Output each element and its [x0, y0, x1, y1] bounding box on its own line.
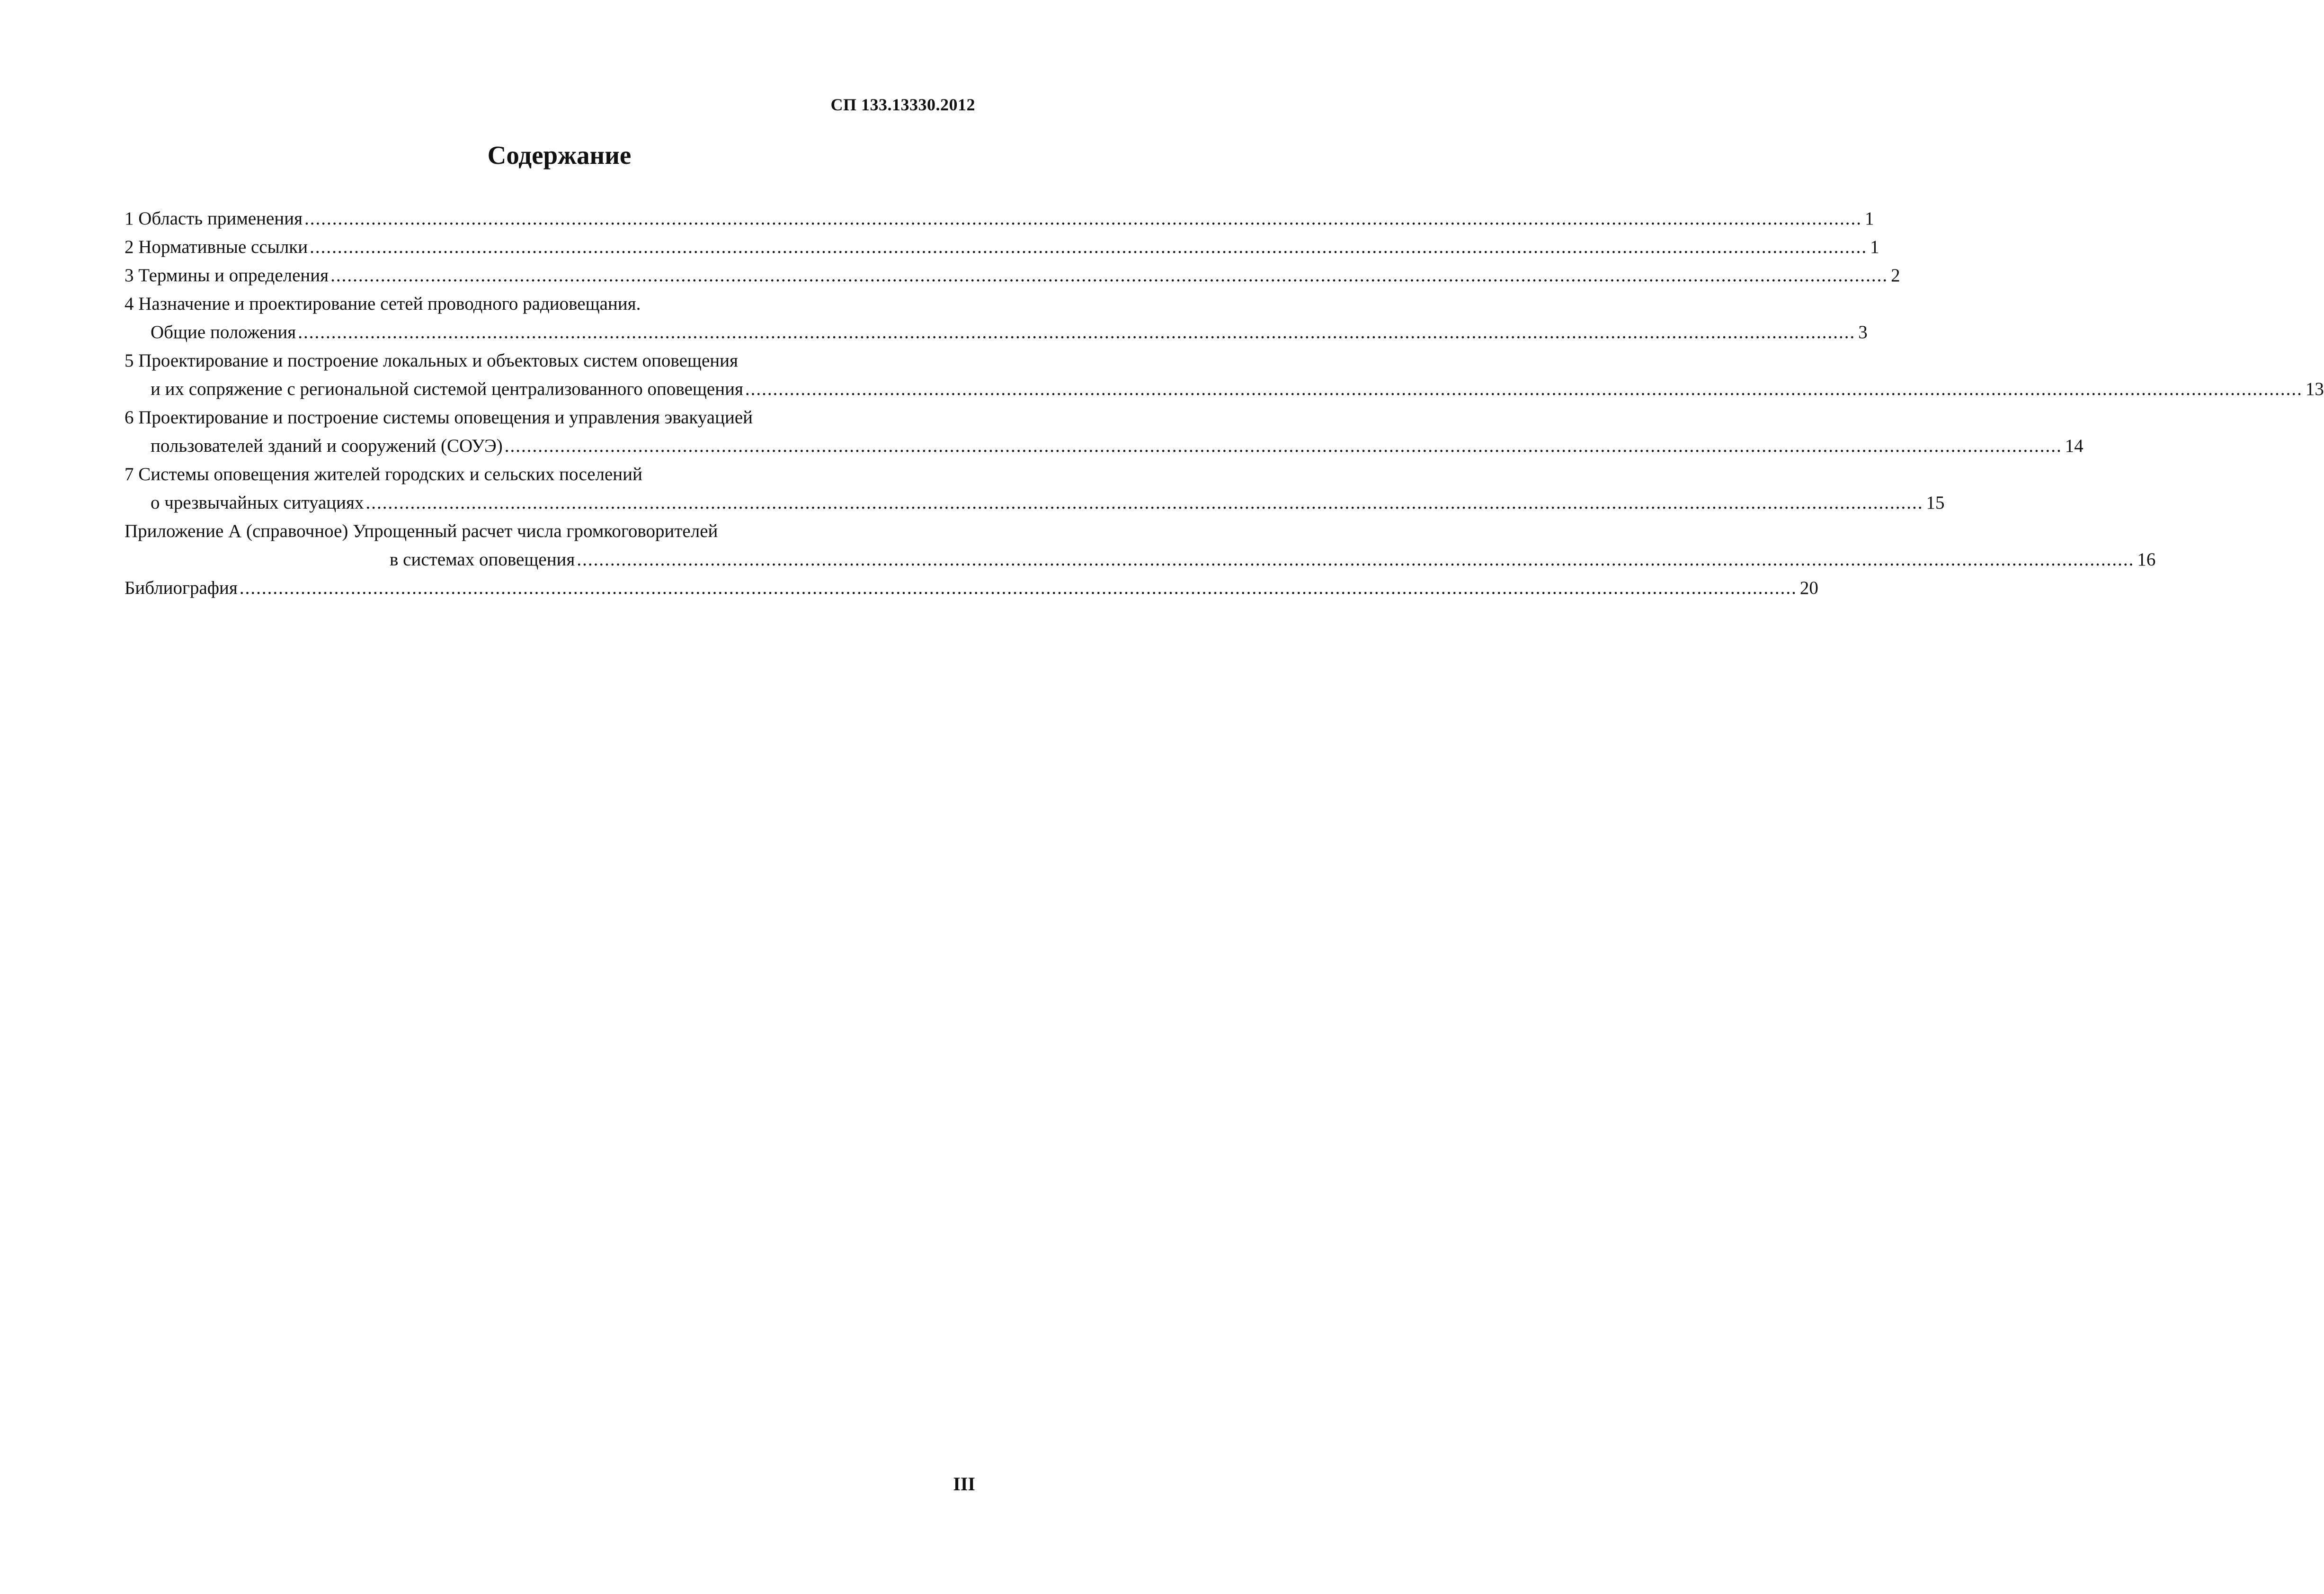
toc-entry-page: 13	[2305, 379, 2324, 399]
toc-leader-dots: ........................................................................................................................................................................................................................................................................................	[577, 549, 2135, 570]
toc-line	[125, 546, 2156, 574]
toc-entry[interactable]	[125, 347, 2324, 403]
toc-entry-page: 2	[1891, 265, 1900, 286]
toc-line	[125, 375, 2324, 403]
toc-entry-page: 1	[1865, 208, 1874, 229]
toc-entry-text: 1 Область применения	[125, 208, 303, 229]
toc-entry-page: 3	[1858, 322, 1868, 342]
toc-line	[125, 318, 1868, 347]
toc-line	[125, 432, 2084, 460]
toc-entry-page: 16	[2137, 549, 2156, 570]
toc-entry[interactable]	[125, 403, 2084, 460]
toc-line: 7 Системы оповещения жителей городских и сельских поселений	[125, 464, 642, 484]
toc-entry-text: Общие положения	[151, 322, 296, 342]
toc-entry-appendix[interactable]	[125, 517, 2156, 574]
toc-entry-page: 14	[2065, 436, 2084, 456]
toc-leader-dots: ........................................................................................................................................................................................................................................................................................	[745, 379, 2303, 399]
toc-entry[interactable]	[125, 290, 1868, 347]
toc-line: 4 Назначение и проектирование сетей проводного радиовещания.	[125, 294, 641, 314]
toc-entry-text: 2 Нормативные ссылки	[125, 237, 308, 257]
toc-line	[125, 489, 1945, 517]
toc-line	[125, 574, 1818, 602]
toc-title: Содержание	[487, 141, 632, 170]
toc-leader-dots: ........................................................................................................................................................................................................................................................................................	[365, 493, 1923, 513]
toc-entry[interactable]	[125, 233, 1879, 261]
toc-entry-page: 20	[1799, 578, 1818, 598]
toc-leader-dots: ........................................................................................................................................................................................................................................................................................	[504, 436, 2062, 456]
toc-leader-dots: ........................................................................................................................................................................................................................................................................................	[298, 322, 1856, 342]
toc-entry[interactable]	[125, 205, 1874, 233]
table-of-contents	[125, 205, 2324, 602]
toc-entry-text: о чрезвычайных ситуациях	[151, 493, 364, 513]
toc-line	[125, 233, 1879, 261]
toc-line	[125, 205, 1874, 233]
toc-leader-dots: ........................................................................................................................................................................................................................................................................................	[330, 265, 1888, 286]
toc-leader-dots: ........................................................................................................................................................................................................................................................................................	[239, 578, 1797, 598]
toc-entry-bibliography[interactable]	[125, 574, 1818, 602]
toc-entry-text: Библиография	[125, 578, 238, 598]
toc-entry-text: пользователей зданий и сооружений (СОУЭ)	[151, 436, 503, 456]
toc-entry-page: 15	[1926, 493, 1945, 513]
toc-entry-text: и их сопряжение с региональной системой централизованного оповещения	[151, 379, 743, 399]
toc-entry-text: 3 Термины и определения	[125, 265, 329, 286]
toc-line: 6 Проектирование и построение системы оповещения и управления эвакуацией	[125, 407, 753, 428]
toc-line: Приложение А (справочное) Упрощенный расчет числа громкоговорителей	[125, 521, 718, 541]
toc-entry-page: 1	[1870, 237, 1879, 257]
toc-entry[interactable]	[125, 261, 1900, 290]
toc-line: 5 Проектирование и построение локальных и объектовых систем оповещения	[125, 350, 738, 371]
toc-leader-dots: ........................................................................................................................................................................................................................................................................................	[304, 208, 1862, 229]
toc-entry[interactable]	[125, 460, 1945, 517]
toc-line	[125, 261, 1900, 290]
page-number: III	[953, 1473, 975, 1495]
toc-leader-dots: ........................................................................................................................................................................................................................................................................................	[310, 237, 1868, 257]
toc-entry-text: в системах оповещения	[390, 549, 575, 570]
document-code: СП 133.13330.2012	[830, 95, 975, 114]
